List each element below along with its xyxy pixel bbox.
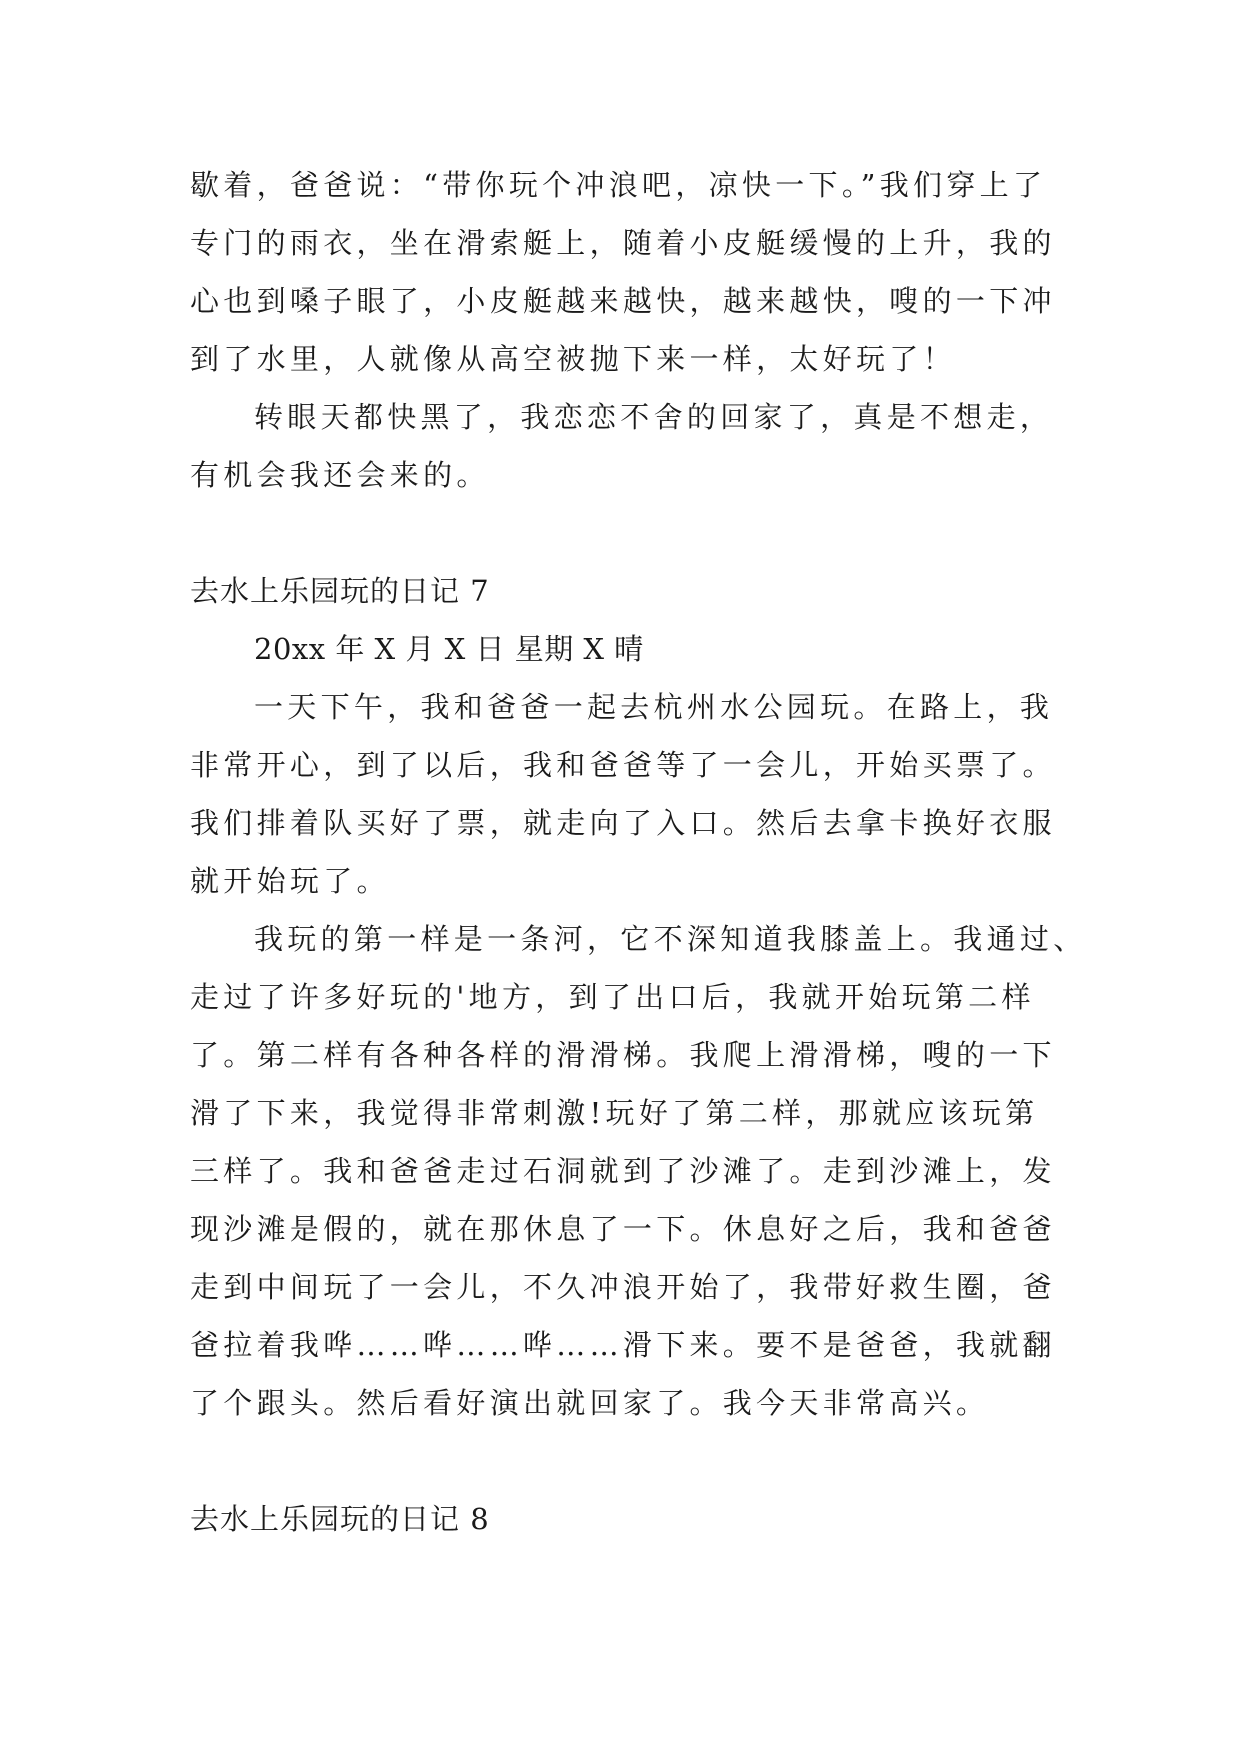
- paragraph-line: 歇着，爸爸说：“带你玩个冲浪吧，凉快一下。”我们穿上了: [190, 168, 1047, 202]
- paragraph-line: 非常开心，到了以后，我和爸爸等了一会儿，开始买票了。: [190, 748, 1056, 782]
- paragraph-line: 走到中间玩了一会儿，不久冲浪开始了，我带好救生圈，爸: [190, 1270, 1056, 1304]
- paragraph-line: 就开始玩了。: [190, 864, 390, 898]
- paragraph-line: 我们排着队买好了票，就走向了入口。然后去拿卡换好衣服: [190, 806, 1056, 840]
- paragraph-line: 三样了。我和爸爸走过石洞就到了沙滩了。走到沙滩上，发: [190, 1154, 1056, 1188]
- paragraph-line: 心也到嗓子眼了，小皮艇越来越快，越来越快，嗖的一下冲: [190, 284, 1056, 318]
- paragraph-line: 一天下午，我和爸爸一起去杭州水公园玩。在路上，我: [254, 690, 1054, 724]
- section-heading: 去水上乐园玩的日记 7: [190, 574, 490, 608]
- paragraph-line: 滑了下来，我觉得非常刺激!玩好了第二样，那就应该玩第: [190, 1096, 1039, 1130]
- diary-date: 20xx 年 X 月 X 日 星期 X 晴: [254, 632, 644, 666]
- paragraph-line: 转眼天都快黑了，我恋恋不舍的回家了，真是不想走，: [254, 400, 1054, 434]
- paragraph-line: 有机会我还会来的。: [190, 458, 490, 492]
- paragraph-line: 了。第二样有各种各样的滑滑梯。我爬上滑滑梯，嗖的一下: [190, 1038, 1056, 1072]
- section-heading: 去水上乐园玩的日记 8: [190, 1502, 490, 1536]
- paragraph-line: 了个跟头。然后看好演出就回家了。我今天非常高兴。: [190, 1386, 990, 1420]
- paragraph-line: 到了水里，人就像从高空被抛下来一样，太好玩了！: [190, 342, 956, 376]
- paragraph-line: 走过了许多好玩的'地方，到了出口后，我就开始玩第二样: [190, 980, 1035, 1014]
- paragraph-line: 专门的雨衣，坐在滑索艇上，随着小皮艇缓慢的上升，我的: [190, 226, 1056, 260]
- paragraph-line: 现沙滩是假的，就在那休息了一下。休息好之后，我和爸爸: [190, 1212, 1056, 1246]
- paragraph-line: 爸拉着我哗……哗……哗……滑下来。要不是爸爸，我就翻: [190, 1328, 1056, 1362]
- paragraph-line: 我玩的第一样是一条河，它不深知道我膝盖上。我通过、: [254, 922, 1087, 956]
